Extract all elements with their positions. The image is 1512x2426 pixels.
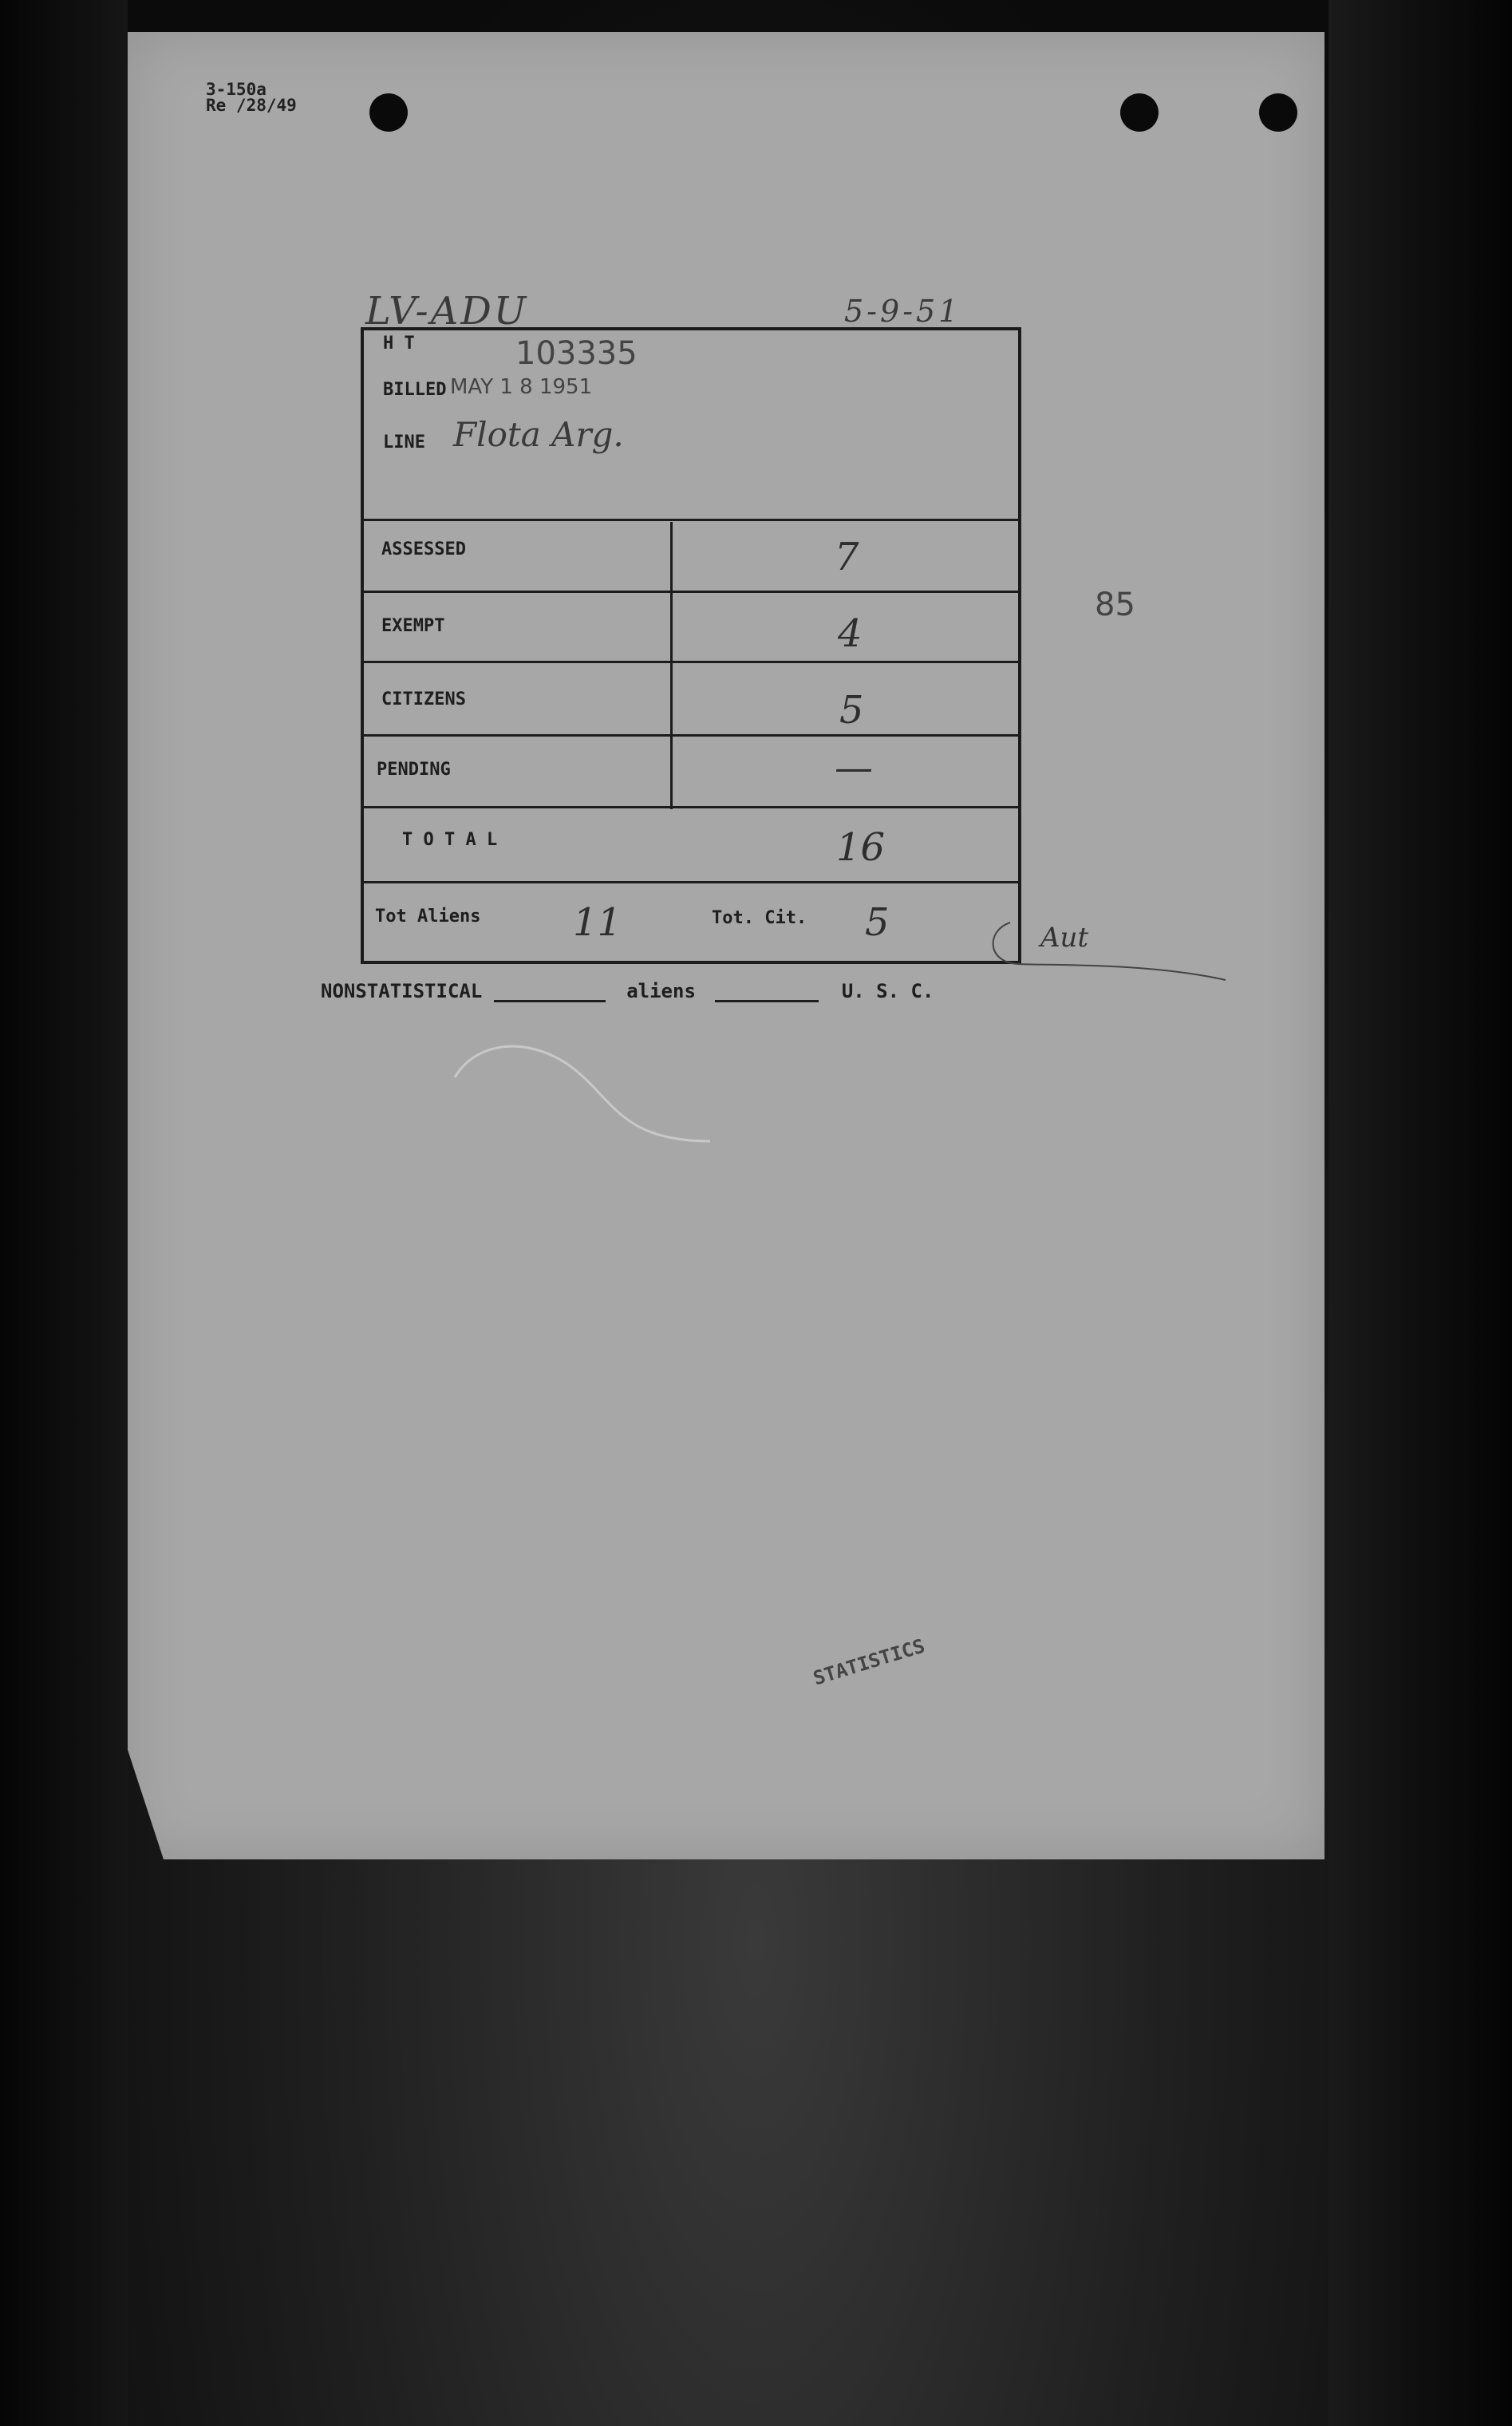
statistics-stamp: STATISTICS	[810, 1634, 928, 1690]
line-value: Flota Arg.	[453, 415, 624, 454]
ht-number: 103335	[515, 335, 638, 372]
handwritten-registration: LV-ADU	[365, 289, 529, 334]
citizens-label: CITIZENS	[381, 689, 466, 709]
billed-label: BILLED	[383, 380, 447, 400]
exempt-value: 4	[838, 611, 863, 656]
handwritten-initials: Aut	[1040, 922, 1089, 954]
form-code-line2: Re /28/49	[206, 96, 297, 115]
divider-row-2	[364, 661, 1018, 663]
divider-row-5	[364, 881, 1018, 883]
assessed-label: ASSESSED	[381, 539, 466, 559]
initials-loop	[986, 915, 1249, 1010]
divider-row-1	[364, 591, 1018, 593]
scan-edge-right	[1328, 0, 1512, 2426]
total-label: T O T A L	[402, 830, 498, 850]
tot-cit-label: Tot. Cit.	[712, 908, 807, 928]
tot-aliens-label: Tot Aliens	[375, 907, 481, 927]
punch-hole-left	[369, 93, 408, 132]
pending-value: —	[835, 745, 873, 790]
divider-column	[670, 522, 673, 809]
aliens-blank	[715, 989, 819, 1002]
pending-label: PENDING	[377, 760, 451, 780]
ht-label: H T	[383, 334, 415, 354]
form-code-line1: 3-150a	[206, 80, 266, 99]
form-code	[206, 81, 297, 113]
scribble-stroke	[455, 1046, 710, 1141]
manifest-form	[361, 327, 1021, 964]
divider-row-4	[364, 806, 1018, 808]
punch-hole-right	[1259, 93, 1297, 132]
nonstat-blank	[494, 989, 606, 1002]
divider-row-3	[364, 734, 1018, 737]
nonstat-label: NONSTATISTICAL	[321, 980, 483, 1002]
divider-header	[364, 519, 1018, 521]
aliens-label: aliens	[626, 980, 696, 1002]
initials-loop-stroke	[993, 923, 1226, 980]
scan-edge-left	[0, 0, 128, 2426]
line-label: LINE	[383, 433, 425, 452]
nonstatistical-line	[321, 980, 934, 1002]
tot-cit-value: 5	[865, 900, 890, 945]
punch-hole-middle	[1120, 93, 1159, 132]
total-value: 16	[836, 825, 886, 870]
pencil-scribble	[447, 1021, 726, 1157]
exempt-label: EXEMPT	[381, 616, 445, 636]
usc-label: U. S. C.	[841, 980, 934, 1002]
citizens-value: 5	[839, 688, 864, 733]
tot-aliens-value: 11	[573, 900, 622, 945]
billed-date: MAY 1 8 1951	[450, 375, 593, 399]
handwritten-date: 5-9-51	[844, 294, 961, 329]
assessed-value: 7	[835, 535, 859, 579]
side-number: 85	[1095, 587, 1135, 623]
